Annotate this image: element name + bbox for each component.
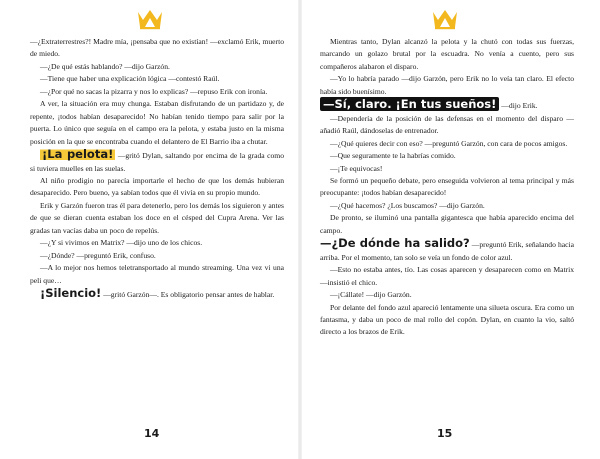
paragraph: —¡Cállate! —dijo Garzón.: [330, 290, 412, 300]
bold-exclamation: ¡Silencio!: [40, 286, 102, 301]
page-number: 15: [437, 427, 453, 440]
paragraph: —Que seguramente te la habrías comido.: [330, 151, 456, 161]
paragraph-rest: —preguntó Erik, señalando hacia arriba. Por el momento, tan solo se veía un fondo de color azul.: [320, 240, 574, 262]
paragraph: Al niño prodigio no parecía importarle el hecho de que los demás hubieran desaparecido. Pero bueno, ya sabían todos que él vivía en su propio mundo.: [30, 175, 284, 198]
paragraph: —Esto no estaba antes, tío. Las cosas aparecen y desaparecen como en Matrix —insistió el chico.: [320, 265, 574, 287]
bold-exclamation: —¿De dónde ha salido?: [320, 236, 470, 251]
paragraph: —Tiene que haber una explicación lógica —contestó Raúl.: [40, 74, 220, 84]
paragraph: —¿Extraterrestres?! Madre mía, ¡pensaba que no existían! —exclamó Erik, muerto de miedo.: [30, 37, 284, 59]
paragraph: —¿Y si vivimos en Matrix? —dijo uno de los chicos.: [40, 238, 203, 248]
inverted-exclamation: —Sí, claro. ¡En tus sueños!: [320, 97, 499, 111]
paragraph-rest: —gritó Dylan, saltando por encima de la grada como si tuviera muelles en las suelas.: [30, 151, 284, 173]
paragraph: —¿De qué estás hablando? —dijo Garzón.: [40, 61, 170, 71]
paragraph: —¿Por qué no sacas la pizarra y nos lo explicas? —repuso Erik con ironía.: [40, 86, 268, 96]
paragraph: A ver, la situación era muy chunga. Estaban disfrutando de un partidazo y, de repente, ¡todos habían desaparecido! No habían tenido tiempo para salir por la puerta. Lo único que seguía en el campo era la pelota, y estaba justo en la misma posición en la que se encontraba cuando el delantero de El Barrio iba a chutar.: [30, 99, 284, 146]
paragraph: Erik y Garzón fueron tras él para detenerlo, pero los demás los siguieron y antes de que se dieran cuenta estaban los doce en el césped del Cupra Arena. Ver las gradas tan vacías daba un poco de repelús.: [30, 200, 284, 235]
crown-icon: [431, 8, 459, 30]
page-number: 14: [144, 427, 160, 440]
paragraph: Se formó un pequeño debate, pero enseguida volvieron al tema principal y más preocupante: ¡todos habían desaparecido!: [320, 175, 574, 198]
paragraph: Por delante del fondo azul apareció lentamente una silueta oscura. Era como un fantasma, y daba un poco de mal rollo del copón. Dylan, en cuanto la vio, saltó directo a los brazos de Erik.: [320, 302, 574, 337]
paragraph: [30, 148, 284, 175]
paragraph: [30, 287, 284, 301]
paragraph: —¿Qué hacemos? ¿Los buscamos? —dijo Garzón.: [330, 200, 485, 210]
paragraph: —Dependería de la posición de las defensas en el momento del disparo —añadió Raúl, dándoselas de entrenador.: [320, 113, 574, 136]
highlighted-exclamation: ¡La pelota!: [42, 147, 114, 162]
paragraph-rest: —dijo Erik.: [499, 101, 538, 111]
right-page-text: [320, 36, 574, 339]
paragraph: —A lo mejor nos hemos teletransportado al mundo streaming. Una vez vi una peli que…: [30, 263, 284, 285]
paragraph: [320, 98, 574, 112]
paragraph: Mientras tanto, Dylan alcanzó la pelota y la chutó con todas sus fuerzas, marcando un golazo brutal por la escuadra. No venía a cuento, pero sus compañeros alabaron el disparo.: [320, 37, 574, 71]
paragraph: —Yo lo habría parado —dijo Garzón, pero Erik no lo veía tan claro. El efecto había sido buenísimo.: [320, 74, 574, 96]
paragraph: —¿Qué quieres decir con eso? —preguntó Garzón, con cara de pocos amigos.: [330, 138, 568, 148]
paragraph-rest: —gritó Garzón—. Es obligatorio pensar antes de hablar.: [101, 290, 275, 300]
paragraph: —¡Te equivocas!: [330, 163, 383, 173]
paragraph: De pronto, se iluminó una pantalla gigantesca que había aparecido encima del campo.: [320, 213, 574, 235]
right-page: [300, 0, 600, 459]
crown-icon: [136, 8, 164, 30]
paragraph: —¿Dónde? —preguntó Erik, confuso.: [40, 250, 156, 260]
left-page-text: [30, 36, 284, 302]
paragraph: [320, 237, 574, 264]
